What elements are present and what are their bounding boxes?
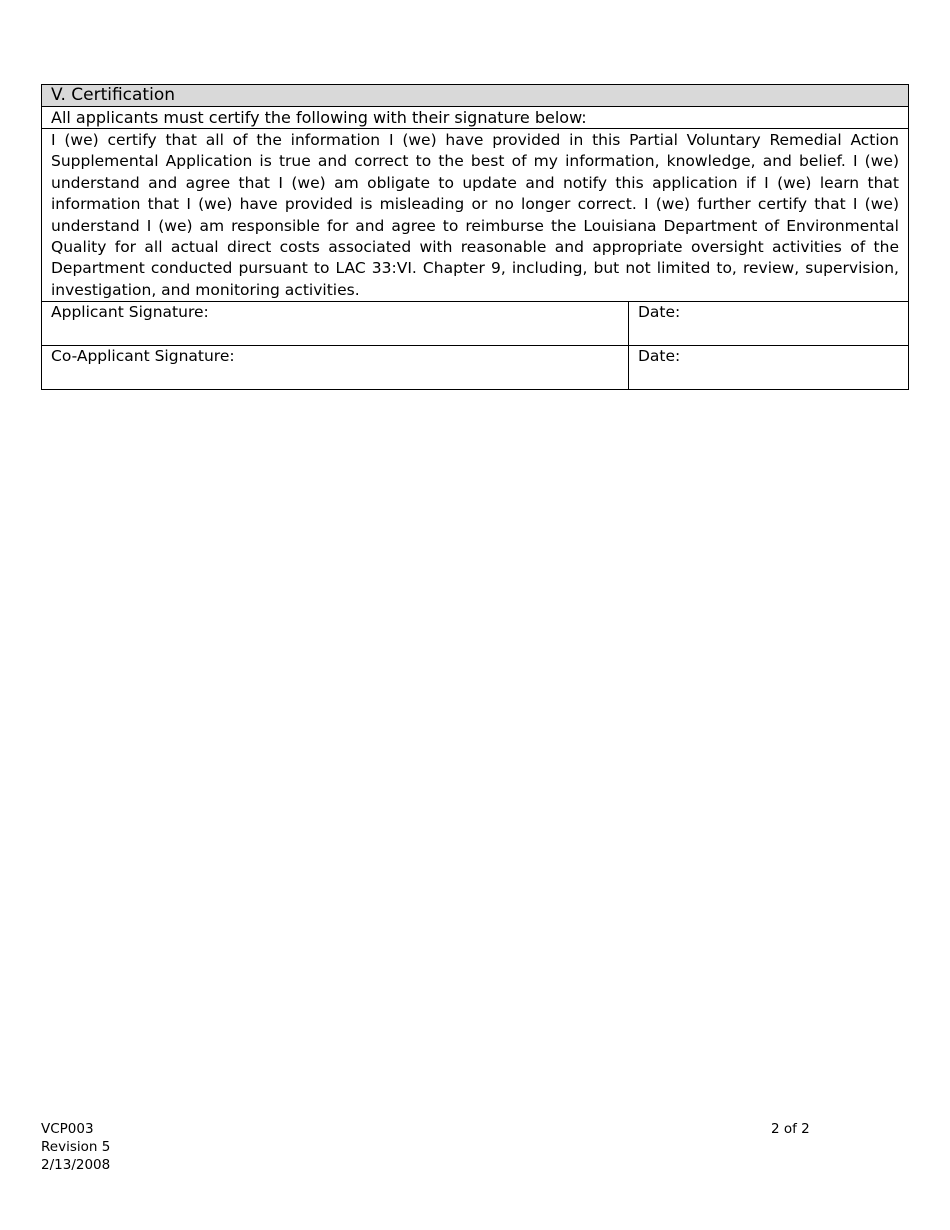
statement-row (42, 129, 909, 302)
co-applicant-date-label: Date: (638, 347, 681, 366)
section-header-row (42, 85, 909, 107)
applicant-date-label: Date: (638, 303, 681, 322)
footer-form-info (41, 1120, 110, 1174)
certification-table (41, 84, 909, 390)
applicant-date-field[interactable] (629, 302, 909, 346)
co-applicant-signature-label: Co-Applicant Signature: (51, 347, 235, 366)
applicant-signature-field[interactable] (42, 302, 629, 346)
co-applicant-signature-field[interactable] (42, 346, 629, 390)
co-applicant-signature-row (42, 346, 909, 390)
co-applicant-date-field[interactable] (629, 346, 909, 390)
instruction-row (42, 107, 909, 129)
form-number: VCP003 (41, 1121, 94, 1137)
applicant-signature-label: Applicant Signature: (51, 303, 209, 322)
form-revision: Revision 5 (41, 1139, 111, 1155)
applicant-signature-row (42, 302, 909, 346)
certification-statement: I (we) certify that all of the information I (we) have provided in this Partial Voluntary Remedial Action Supplemental Application is true and correct to the best of my information, knowledge, and belief. I (we) understand and agree that I (we) am obligate to update and notify this application if I (we) learn that information that I (we) have provided is misleading or no longer correct. I (we) further certify that I (we) understand I (we) am responsible for and agree to reimburse the Louisiana Department of Environmental Quality for all actual direct costs associated with reasonable and appropriate oversight activities of the Department conducted pursuant to LAC 33:VI. Chapter 9, including, but not limited to, review, supervision, investigation, and monitoring activities. (42, 129, 909, 302)
certification-instruction: All applicants must certify the following with their signature below: (42, 107, 909, 129)
section-title: V. Certification (42, 85, 909, 107)
page-number: 2 of 2 (771, 1121, 810, 1137)
form-date: 2/13/2008 (41, 1157, 111, 1173)
